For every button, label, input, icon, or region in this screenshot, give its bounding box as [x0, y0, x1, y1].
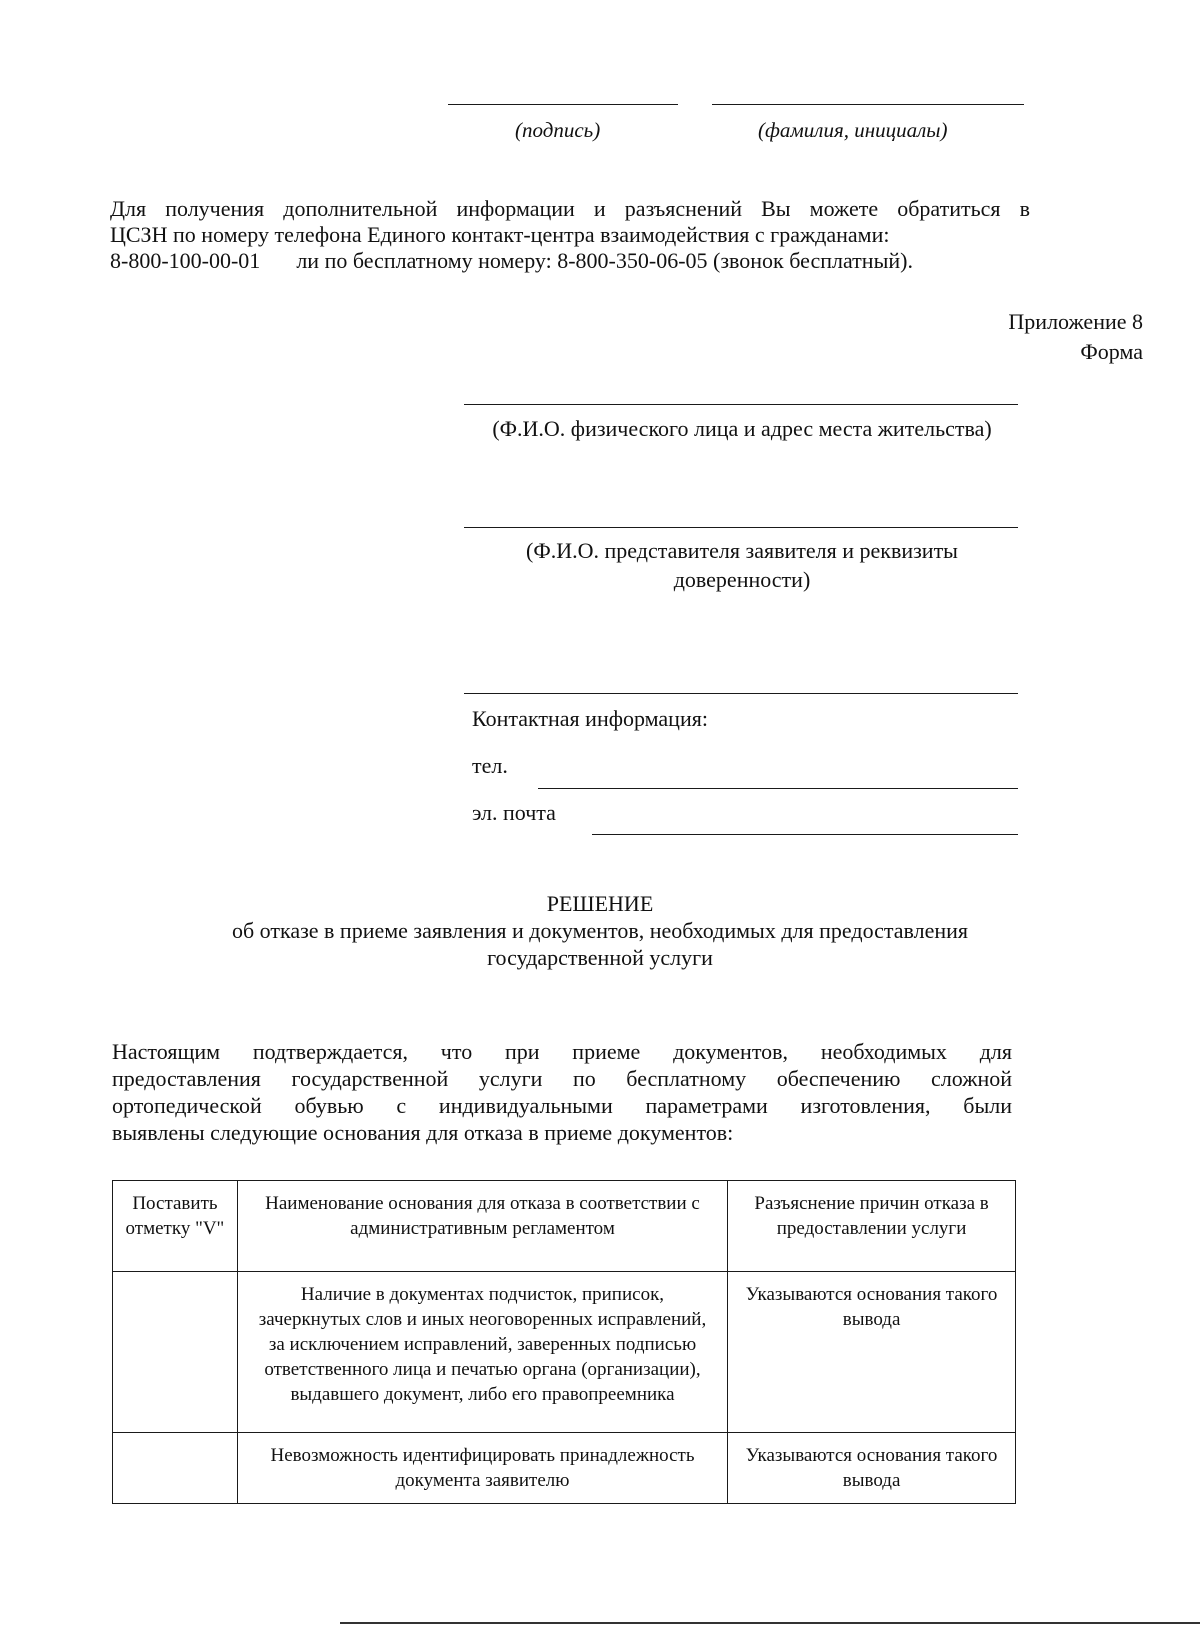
- person-caption: (Ф.И.О. физического лица и адрес места жительства): [492, 416, 992, 441]
- body-line-3: ортопедической обувью с индивидуальными параметрами изготовления, были: [112, 1093, 1012, 1118]
- form-label: Форма: [1080, 339, 1143, 364]
- mark-cell[interactable]: [113, 1272, 238, 1433]
- confirmation-paragraph: [112, 1038, 1012, 1146]
- decision-subtitle-2: государственной услуги: [487, 945, 713, 970]
- table-row: [113, 1272, 1016, 1433]
- phone-line: [538, 788, 1018, 789]
- refusal-reasons-table: [112, 1180, 1016, 1504]
- decision-title: РЕШЕНИЕ: [546, 891, 654, 916]
- table-header-row: [113, 1181, 1016, 1272]
- info-line-2: ЦСЗН по номеру телефона Единого контакт-центра взаимодействия с гражданами:: [110, 222, 890, 247]
- body-line-4: выявлены следующие основания для отказа в приеме документов:: [112, 1120, 734, 1145]
- contact-center-phone: 8-800-100-00-01: [110, 248, 261, 273]
- header-explanation: Разъяснение причин отказа в предоставлении услуги: [728, 1181, 1016, 1272]
- person-name-line: [464, 404, 1018, 405]
- signature-line: [448, 104, 678, 105]
- appendix-label: Приложение 8: [1008, 309, 1143, 334]
- mark-cell[interactable]: [113, 1433, 238, 1504]
- representative-name-line: [464, 527, 1018, 528]
- appendix-block: [1008, 307, 1143, 367]
- body-line-2: предоставления государственной услуги по бесплатному обеспечению сложной: [112, 1066, 1012, 1091]
- info-line-3: [110, 248, 1030, 274]
- reason-cell: Невозможность идентифицировать принадлежность документа заявителю: [237, 1433, 727, 1504]
- email-label: эл. почта: [472, 800, 556, 825]
- contact-label: Контактная информация:: [472, 706, 708, 731]
- explanation-cell: Указываются основания такого вывода: [728, 1433, 1016, 1504]
- decision-subtitle-1: об отказе в приеме заявления и документов, необходимых для предоставления: [231, 918, 969, 943]
- email-line: [592, 834, 1018, 835]
- body-line-1: Настоящим подтверждается, что при приеме документов, необходимых для: [112, 1039, 1012, 1064]
- table-row: [113, 1433, 1016, 1504]
- free-phone-text: ли по бесплатному номеру: 8-800-350-06-05 (звонок бесплатный).: [296, 248, 913, 273]
- info-line-1: Для получения дополнительной информации и разъяснений Вы можете обратиться в: [110, 196, 1030, 221]
- name-caption: (фамилия, инициалы): [758, 118, 948, 142]
- signature-caption: (подпись): [515, 118, 601, 142]
- phone-label: тел.: [472, 753, 508, 778]
- info-paragraph: [110, 196, 1030, 274]
- representative-caption: (Ф.И.О. представителя заявителя и реквизиты доверенности): [526, 538, 958, 592]
- decision-heading: [0, 890, 1200, 971]
- header-reason: Наименование основания для отказа в соответствии с административным регламентом: [237, 1181, 727, 1272]
- name-line: [712, 104, 1024, 105]
- contact-line: [464, 693, 1018, 694]
- explanation-cell: Указываются основания такого вывода: [728, 1272, 1016, 1433]
- reason-cell: Наличие в документах подчисток, приписок, зачеркнутых слов и иных неоговоренных исправлений, за исключением исправлений, заверенных подписью ответственного лица и печатью органа (организации), выдавшего документ, либо его правопреемника: [237, 1272, 727, 1433]
- page-edge-line: [340, 1622, 1200, 1624]
- header-mark: Поставить отметку "V": [113, 1181, 238, 1272]
